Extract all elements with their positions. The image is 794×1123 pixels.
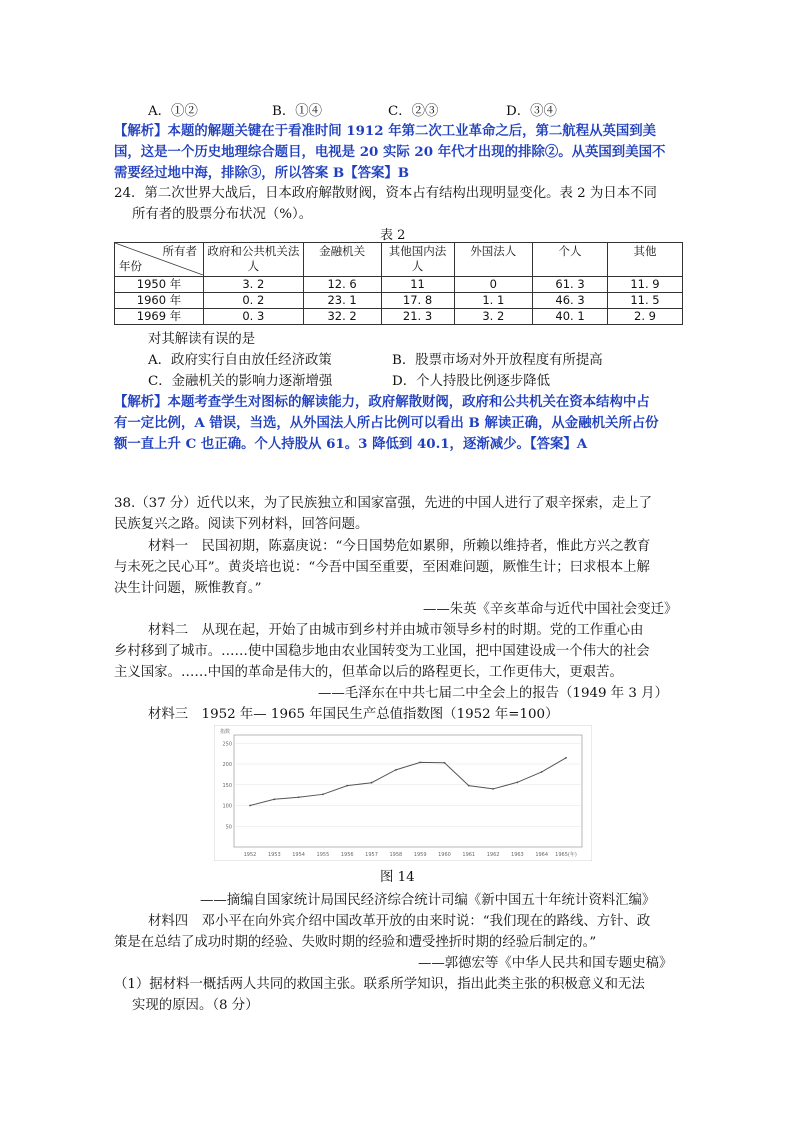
table-cell: 1. 1 bbox=[454, 293, 533, 309]
data-point bbox=[371, 782, 373, 784]
data-point bbox=[298, 796, 300, 798]
q23-option-d: D．③④ bbox=[506, 104, 557, 119]
material2-line: 主义国家。……中国的革命是伟大的，但革命以后的路程更长，工作更伟大，更艰苦。 bbox=[114, 665, 623, 680]
q38-stem-line: 民族复兴之路。阅读下列材料，回答问题。 bbox=[114, 517, 369, 532]
table-cell: 0. 3 bbox=[204, 309, 304, 325]
table-cell: 3. 2 bbox=[204, 277, 304, 293]
material3-source: ——摘编自国家统计局国民经济综合统计司编《新中国五十年统计资料汇编》 bbox=[200, 893, 656, 908]
data-point bbox=[273, 798, 275, 800]
q24-option-c: C．金融机关的影响力逐渐增强 bbox=[148, 374, 333, 389]
table-title: 表 2 bbox=[380, 228, 406, 243]
table-header-cell: 外国法人 bbox=[454, 243, 533, 277]
y-tick-label: 200 bbox=[222, 762, 232, 769]
table-header-cell: 其他国内法人 bbox=[381, 243, 454, 277]
x-tick-label: 1956 bbox=[340, 852, 354, 858]
x-tick-label: 1964 bbox=[535, 852, 549, 858]
table-year-cell: 1960 年 bbox=[115, 293, 204, 309]
table-cell: 3. 2 bbox=[454, 309, 533, 325]
q24-stem-line: 24．第二次世界大战后，日本政府解散财阀，资本占有结构出现明显变化。表 2 为日本不同 bbox=[114, 186, 657, 201]
subquestion1-line: 实现的原因。（8 分） bbox=[132, 998, 259, 1013]
x-tick-label: 1958 bbox=[389, 852, 403, 858]
x-tick-label: 1954 bbox=[292, 852, 305, 858]
y-tick-label: 150 bbox=[222, 782, 232, 789]
table-year-cell: 1950 年 bbox=[115, 277, 204, 293]
table-cell: 0 bbox=[454, 277, 533, 293]
x-tick-label: 1962 bbox=[486, 852, 500, 858]
table-header-row bbox=[115, 243, 683, 277]
q24-option-a: A．政府实行自由放任经济政策 bbox=[148, 353, 332, 368]
material4-line: 材料四 邓小平在向外宾介绍中国改革开放的由来时说：“我们现在的路线、方针、政 bbox=[148, 914, 651, 929]
x-tick-label: 1959 bbox=[413, 852, 427, 858]
q24-question: 对其解读有误的是 bbox=[148, 332, 256, 347]
x-tick-label: 1952 bbox=[243, 852, 257, 858]
table-header-cell: 个人 bbox=[533, 243, 608, 277]
q24-option-b: B．股票市场对外开放程度有所提高 bbox=[392, 353, 603, 368]
material1-line: 决生计问题，厥惟教育。” bbox=[114, 581, 262, 596]
table-row bbox=[115, 293, 683, 309]
data-point bbox=[565, 757, 567, 759]
table-cell: 11. 5 bbox=[608, 293, 683, 309]
corner-owner-label: 所有者 bbox=[162, 244, 197, 258]
q23-option-c: C．②③ bbox=[388, 104, 439, 119]
chart-svg bbox=[214, 725, 592, 861]
material3-title: 材料三 1952 年— 1965 年国民生产总值指数图（1952 年=100） bbox=[148, 707, 559, 722]
y-tick-label: 50 bbox=[225, 824, 232, 831]
material2-line: 乡村移到了城市。……使中国稳步地由农业国转变为工业国，把中国建设成一个伟大的社会 bbox=[114, 644, 650, 659]
q24-stem-line: 所有者的股票分布状况（%）。 bbox=[132, 207, 313, 222]
table-header-cell: 政府和公共机关法人 bbox=[204, 243, 304, 277]
gnp-index-chart bbox=[214, 725, 592, 861]
table-cell: 40. 1 bbox=[533, 309, 608, 325]
x-tick-label: 1965(年) bbox=[555, 852, 577, 858]
table-corner-cell bbox=[115, 243, 204, 277]
table-cell: 46. 3 bbox=[533, 293, 608, 309]
data-point bbox=[395, 769, 397, 771]
table-year-cell: 1969 年 bbox=[115, 309, 204, 325]
q23-option-b: B．①④ bbox=[272, 104, 323, 119]
q23-option-a: A．①② bbox=[148, 104, 198, 119]
data-point bbox=[516, 781, 518, 783]
x-tick-label: 1961 bbox=[462, 852, 476, 858]
table-row bbox=[115, 277, 683, 293]
table-cell: 11. 9 bbox=[608, 277, 683, 293]
x-tick-label: 1963 bbox=[511, 852, 524, 858]
table-cell: 17. 8 bbox=[381, 293, 454, 309]
material4-source: ——郭德宏等《中华人民共和国专题史稿》 bbox=[418, 956, 673, 971]
subquestion1-line: （1）据材料一概括两人共同的救国主张。联系所学知识，指出此类主张的积极意义和无法 bbox=[114, 977, 645, 992]
x-tick-label: 1957 bbox=[365, 852, 378, 858]
q23-analysis-line: 【解析】本题的解题关键在于看准时间 1912 年第二次工业革命之后，第二航程从英国到美 bbox=[114, 123, 657, 139]
table-cell: 21. 3 bbox=[381, 309, 454, 325]
table-cell: 12. 6 bbox=[303, 277, 381, 293]
data-point bbox=[492, 788, 494, 790]
table-cell: 32. 2 bbox=[303, 309, 381, 325]
material2-source: ——毛泽东在中共七届二中全会上的报告（1949 年 3 月） bbox=[318, 686, 668, 701]
table-header-cell: 金融机关 bbox=[303, 243, 381, 277]
table-cell: 61. 3 bbox=[533, 277, 608, 293]
x-tick-label: 1953 bbox=[267, 852, 281, 858]
q23-analysis-line: 国，这是一个历史地理综合题目，电视是 20 实际 20 年代才出现的排除②。从英国到美国不 bbox=[114, 144, 666, 160]
q24-option-d: D．个人持股比例逐步降低 bbox=[392, 374, 551, 389]
q24-analysis-line: 【解析】本题考查学生对图标的解读能力，政府解散财阀，政府和公共机关在资本结构中占 bbox=[114, 394, 650, 410]
data-point bbox=[249, 805, 251, 807]
table-cell: 11 bbox=[381, 277, 454, 293]
data-point bbox=[468, 785, 470, 787]
q38-stem-line: 38.（37 分）近代以来，为了民族独立和国家富强，先进的中国人进行了艰辛探索，走上了 bbox=[114, 496, 653, 511]
table-cell: 0. 2 bbox=[204, 293, 304, 309]
material1-line: 材料一 民国初期，陈嘉庚说：“今日国势危如累卵，所赖以维持者，惟此方兴之教育 bbox=[148, 539, 651, 554]
figure-caption: 图 14 bbox=[380, 870, 415, 885]
table-header-cell: 其他 bbox=[608, 243, 683, 277]
table-row bbox=[115, 309, 683, 325]
data-point bbox=[346, 785, 348, 787]
data-point bbox=[419, 761, 421, 763]
q24-analysis-line: 有一定比例，A 错误，当选，从外国法人所占比例可以看出 B 解读正确，从金融机关所占份 bbox=[114, 415, 659, 431]
material1-source: ——朱英《辛亥革命与近代中国社会变迁》 bbox=[423, 602, 678, 617]
q24-analysis-line: 额一直上升 C 也正确。个人持股从 61。3 降低到 40.1，逐渐减少。【答案】A bbox=[114, 436, 588, 452]
stock-distribution-table bbox=[114, 242, 683, 325]
x-tick-label: 1960 bbox=[438, 852, 451, 858]
data-point bbox=[541, 771, 543, 773]
x-tick-label: 1955 bbox=[316, 852, 330, 858]
material1-line: 与未死之民心耳”。黄炎培也说：“今吾中国至重要，至困难问题，厥惟生计；曰求根本上解 bbox=[114, 560, 650, 575]
y-tick-label: 100 bbox=[222, 803, 232, 810]
data-point bbox=[444, 762, 446, 764]
table-cell: 2. 9 bbox=[608, 309, 683, 325]
table-cell: 23. 1 bbox=[303, 293, 381, 309]
material4-line: 策是在总结了成功时期的经验、失败时期的经验和遭受挫折时期的经验后制定的。” bbox=[114, 935, 597, 950]
corner-year-label: 年份 bbox=[119, 259, 142, 273]
y-tick-label: 250 bbox=[222, 741, 232, 748]
q23-analysis-line: 需要经过地中海，排除③，所以答案 B【答案】B bbox=[114, 165, 410, 181]
material2-line: 材料二 从现在起，开始了由城市到乡村并由城市领导乡村的时期。党的工作重心由 bbox=[148, 623, 644, 638]
chart-ylabel: 指数 bbox=[220, 729, 231, 735]
data-point bbox=[322, 793, 324, 795]
